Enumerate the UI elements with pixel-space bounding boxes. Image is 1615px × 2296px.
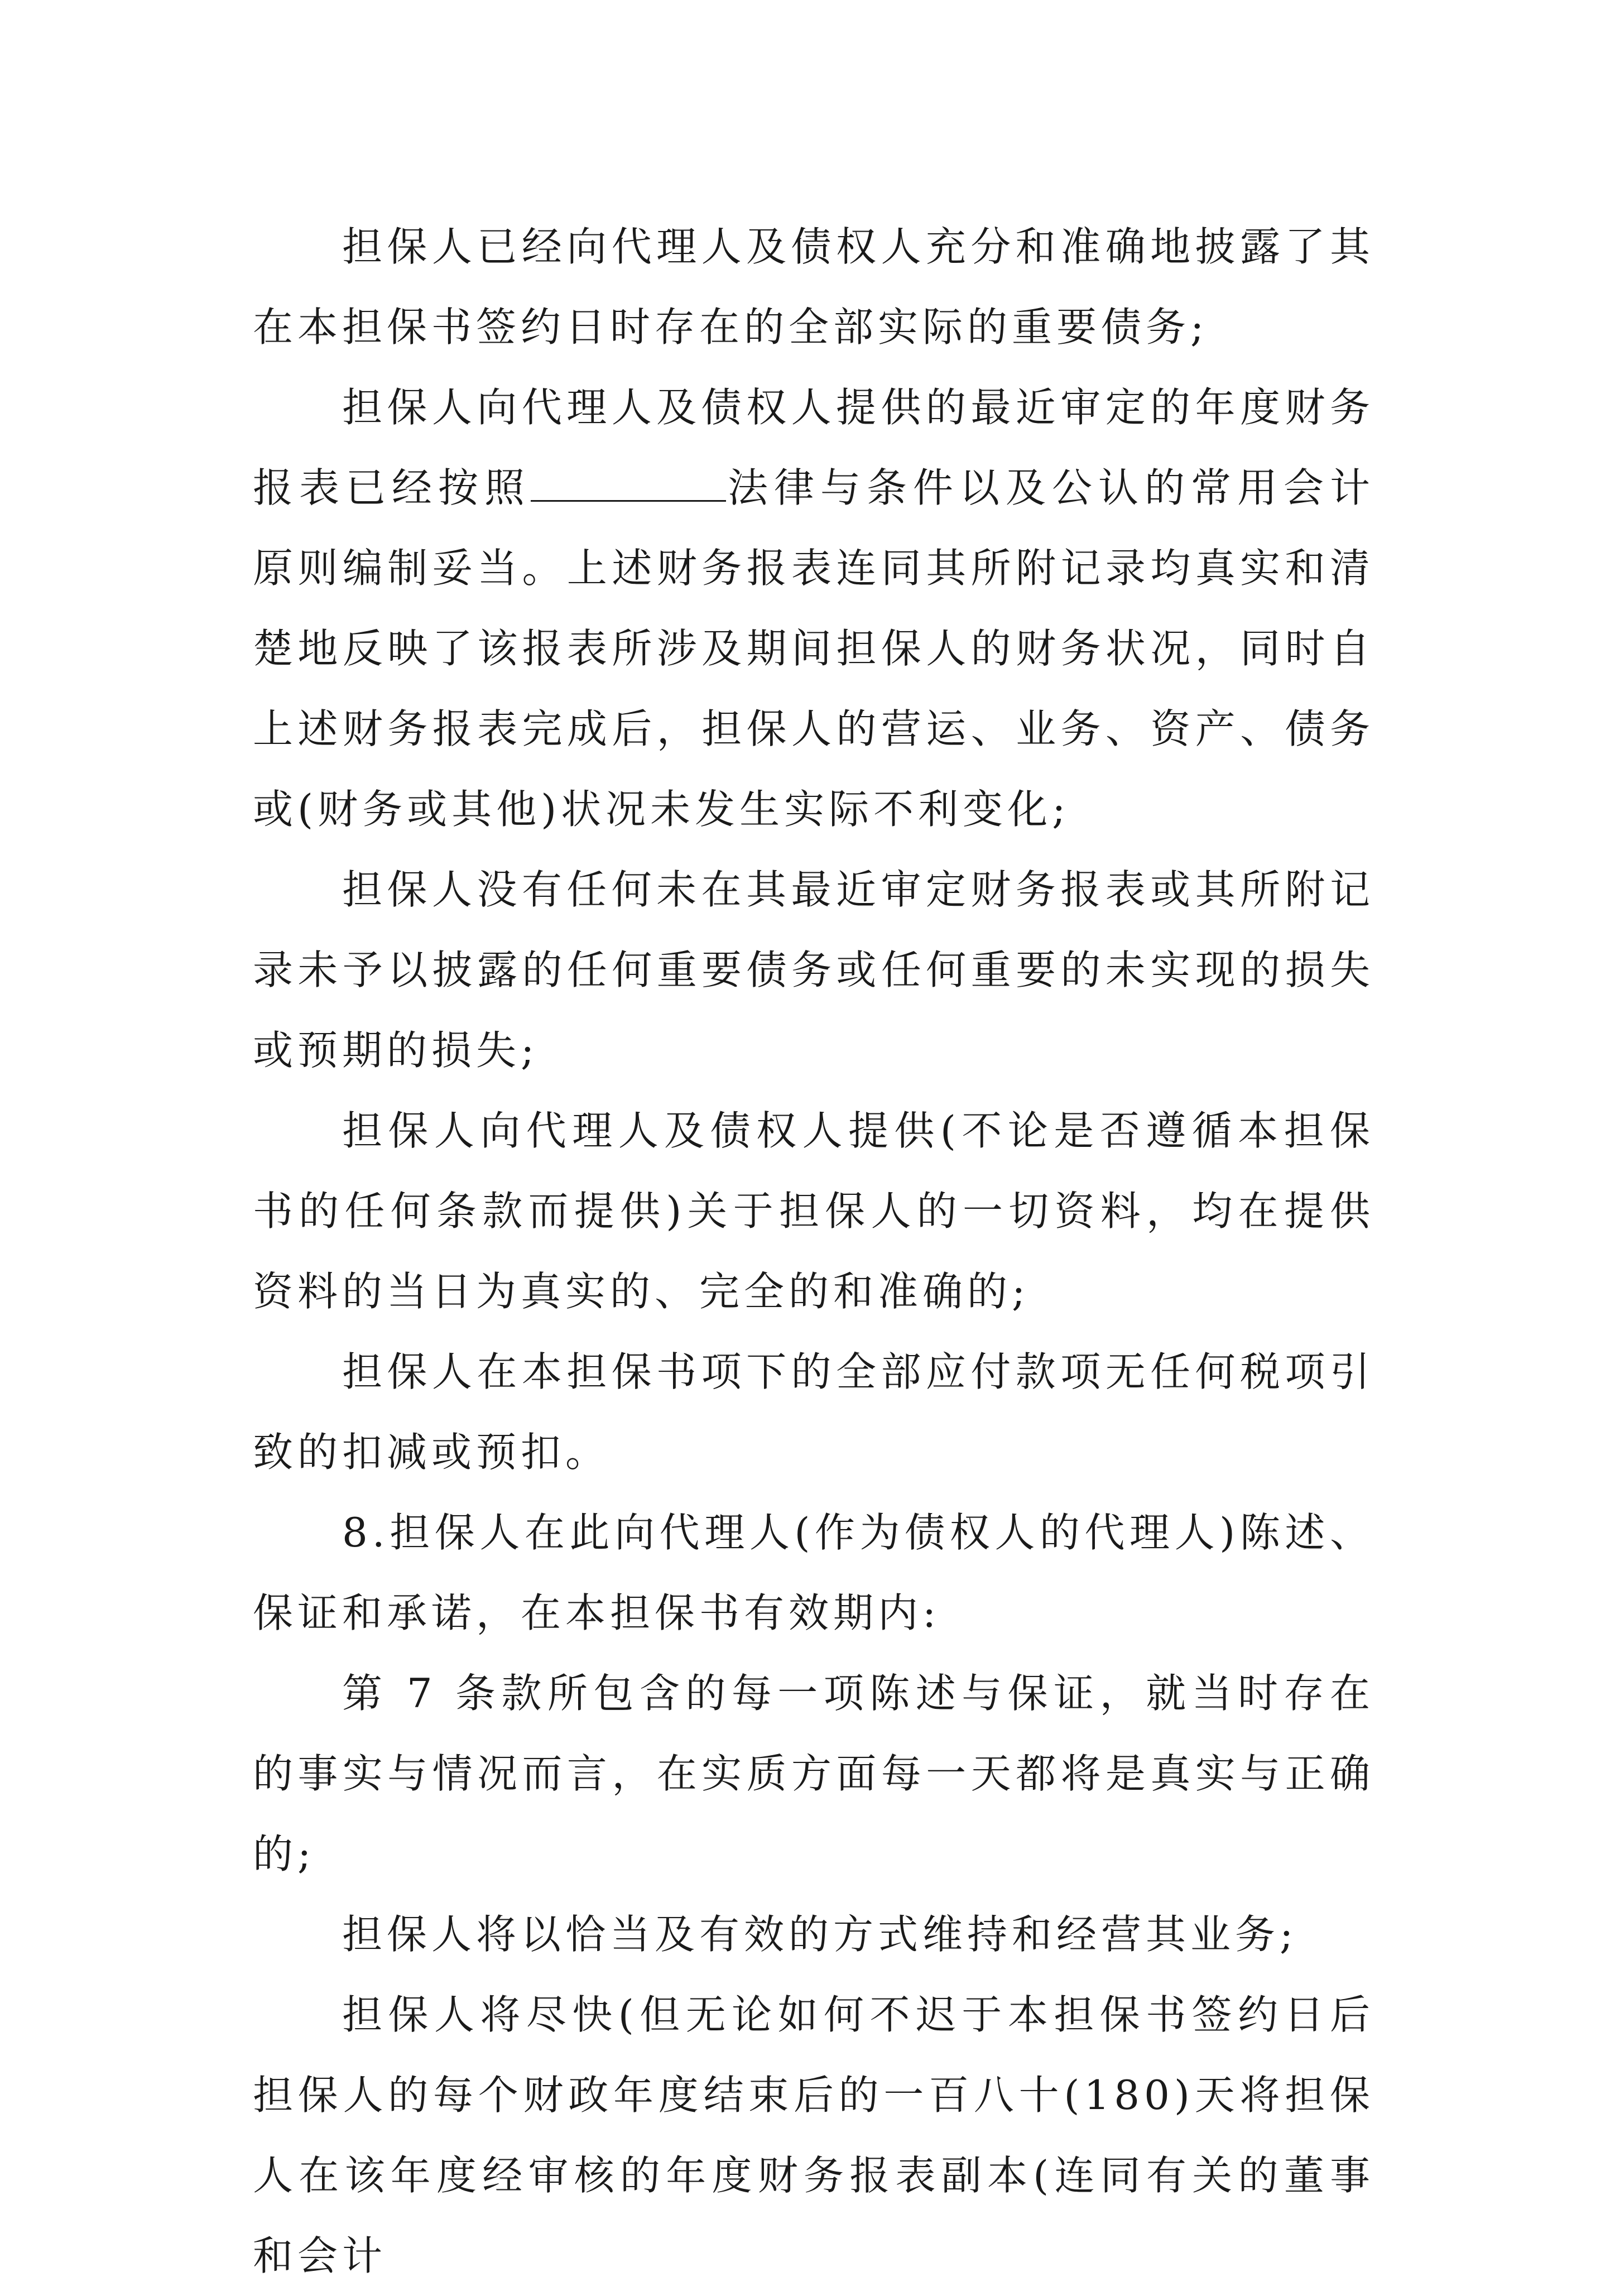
paragraph-undisclosed-debts: 担保人没有任何未在其最近审定财务报表或其所附记录未予以披露的任何重要债务或任何重要的未实现的损失或预期的损失; [253,866,1374,1074]
paragraph-information-accuracy: 担保人向代理人及债权人提供(不论是否遵循本担保书的任何条款而提供)关于担保人的一切资料，均在提供资料的当日为真实的、完全的和准确的; [253,1107,1374,1315]
paragraph-tax-deduction: 担保人在本担保书项下的全部应付款项无任何税项引致的扣减或预扣。 [253,1348,1374,1476]
paragraph-financial-statements-text-after: 法律与条件以及公认的常用会计原则编制妥当。上述财务报表连同其所附记录均真实和清楚地反映了该报表所涉及期间担保人的财务状况，同时自上述财务报表完成后，担保人的营运、业务、资产、债务或(财务或其他)状况未发生实际不利变化; [253,464,1374,833]
paragraph-clause-7-reference: 第 7 条款所包含的每一项陈述与保证，就当时存在的事实与情况而言，在实质方面每一天都将是真实与正确的; [253,1670,1374,1877]
blank-fill-line [531,463,726,502]
paragraph-financial-statements-text-before: 担保人向代理人及债权人提供的最近审定的年度财务报表已经按照 [253,384,1374,511]
paragraph-business-operation: 担保人将以恰当及有效的方式维持和经营其业务; [342,1911,1298,1958]
paragraph-financial-statements [253,367,1374,849]
paragraph-disclosure: 担保人已经向代理人及债权人充分和准确地披露了其在本担保书签约日时存在的全部实际的重要债务; [253,223,1374,350]
paragraph-clause-8: 8.担保人在此向代理人(作为债权人的代理人)陈述、保证和承诺，在本担保书有效期内: [253,1509,1374,1636]
document-body [253,206,1374,2296]
paragraph-annual-report: 担保人将尽快(但无论如何不迟于本担保书签约日后担保人的每个财政年度结束后的一百八十(180)天将担保人在该年度经审核的年度财务报表副本(连同有关的董事和会计 [253,1991,1374,2279]
